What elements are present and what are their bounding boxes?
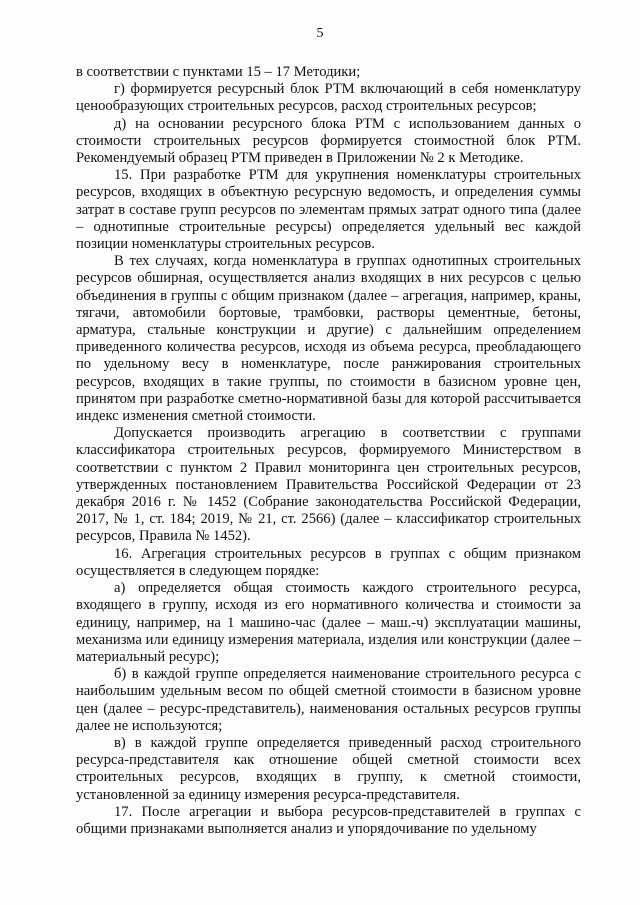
paragraph: д) на основании ресурсного блока РТМ с использованием данных о стоимости строительных ресурсов формируется стоимостной блок РТМ. Рекомендуемый образец РТМ приведен в Приложении № 2 к Методике. xyxy=(76,115,581,167)
paragraph: В тех случаях, когда номенклатура в группах однотипных строительных ресурсов обширная, осуществляется анализ входящих в них ресурсов с целью объединения в группы с общим признаком (далее – агрегация, например, краны, тягачи, автомобили бортовые, трамбовки, растворы цементные, бетоны, арматура, стальные конструкции и другие) с дальнейшим определением приведенного количества ресурсов, исходя из объема ресурса, преобладающего по удельному весу в номенклатуре, после ранжирования строительных ресурсов, входящих в такие группы, по стоимости в базисном уровне цен, принятом при разработке сметно-нормативной базы для которой рассчитывается индекс изменения сметной стоимости. xyxy=(76,253,581,425)
paragraph: в соответствии с пунктами 15 – 17 Методики; xyxy=(76,64,361,80)
page-number: 5 xyxy=(316,26,324,41)
paragraph: Допускается производить агрегацию в соответствии с группами классификатора строительных ресурсов, формируемого Министерством в соответствии с пунктом 2 Правил мониторинга цен строительных ресурсов, утвержденных постановлением Правительства Российской Федерации от 23 декабря 2016 г. № 1452 (Собрание законодательства Российской Федерации, 2017, № 1, ст. 184; 2019, № 21, ст. 2566) (далее – классификатор строительных ресурсов, Правила № 1452). xyxy=(76,425,581,545)
paragraph: 16. Агрегация строительных ресурсов в группах с общим признаком осуществляется в следующем порядке: xyxy=(76,545,581,579)
paragraph: г) формируется ресурсный блок РТМ включающий в себя номенклатуру ценообразующих строительных ресурсов, расход строительных ресурсов; xyxy=(76,81,581,115)
document-body xyxy=(76,64,581,838)
paragraph: а) определяется общая стоимость каждого строительного ресурса, входящего в группу, исходя из его нормативного количества и стоимости за единицу, например, на 1 машино-час (далее – маш.-ч) эксплуатации машины, механизма или единицу измерения материала, изделия или конструкции (далее – материальный ресурс); xyxy=(76,580,581,665)
paragraph: б) в каждой группе определяется наименование строительного ресурса с наибольшим удельным весом по общей сметной стоимости в базисном уровне цен (далее – ресурс-представитель), наименования остальных ресурсов группы далее не используются; xyxy=(76,666,581,734)
paragraph: 15. При разработке РТМ для укрупнения номенклатуры строительных ресурсов, входящих в объектную ресурсную ведомость, и определения суммы затрат в составе групп ресурсов по элементам прямых затрат одного типа (далее – однотипные строительные ресурсы) определяется удельный вес каждой позиции номенклатуры строительных ресурсов. xyxy=(76,167,581,253)
paragraph: 17. После агрегации и выбора ресурсов-представителей в группах с общими признаками выполняется анализ и упорядочивание по удельному xyxy=(76,803,581,837)
paragraph: в) в каждой группе определяется приведенный расход строительного ресурса-представителя как отношение общей сметной стоимости всех строительных ресурсов, входящих в группу, к сметной стоимости, установленной за единицу измерения ресурса-представителя. xyxy=(76,734,581,803)
